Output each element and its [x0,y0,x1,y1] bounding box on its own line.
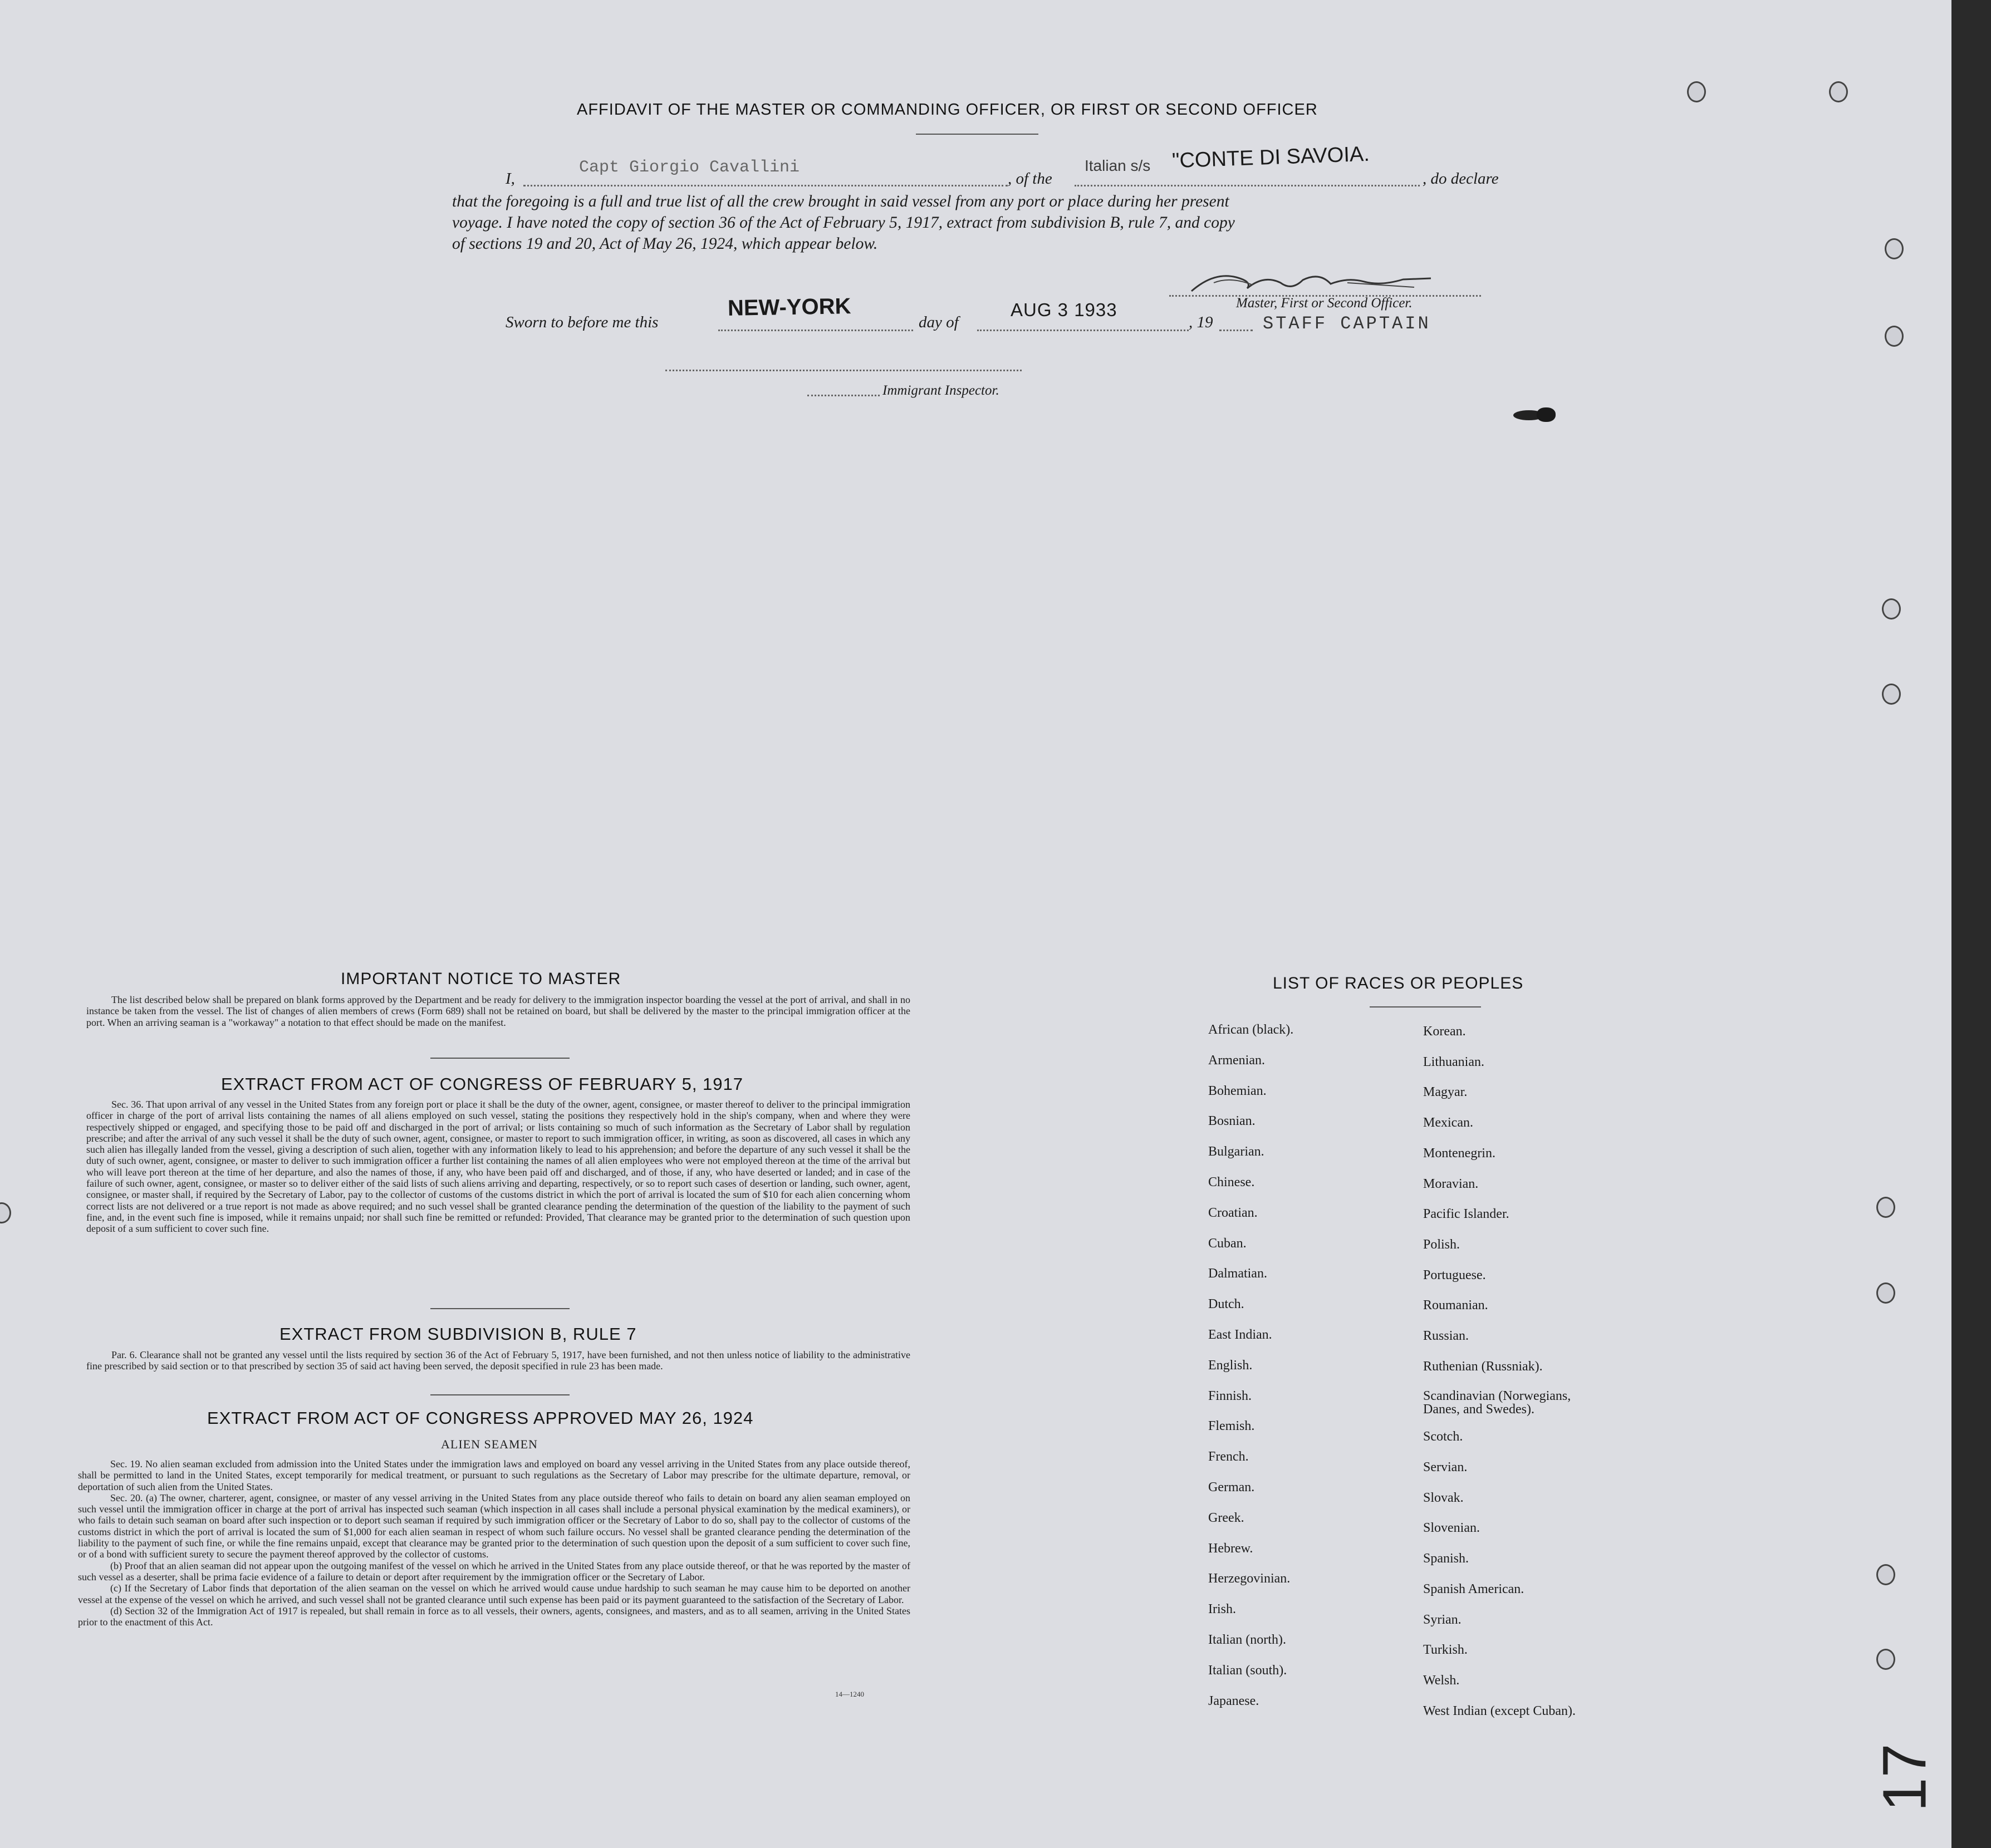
race-item: Spanish. [1423,1551,1469,1566]
sworn-date: AUG 3 1933 [1011,299,1117,320]
races-title-rule [1370,1006,1481,1007]
notice-paragraph: The list described below shall be prepared on blank forms approved by the Department and be ready for delivery to the immigration inspector boarding the vessel at the port of arrival, and shall in no instance be taken from the vessel. The list of changes of alien members of crews (Form 689) shall not be retained on board, but shall be delivered by the master to the principal immigration officer at the port. When an arriving seaman is a "workaway" a notation to that effect should be made on the manifest. [86,994,910,1028]
binder-hole [1882,598,1901,620]
affidavit-of-the: , of the [1008,170,1052,188]
race-item: Korean. [1423,1024,1466,1039]
race-item: Slovak. [1423,1491,1464,1505]
affidavit-do-declare: , do declare [1423,170,1499,188]
extract-1924-subtitle: ALIEN SEAMEN [441,1437,538,1451]
sec-20a: Sec. 20. (a) The owner, charterer, agent, consignee, or master of any vessel arriving in the United States from any place outside thereof who fails to detain on board any alien seaman employed on such vessel until the immigration officer in charge at the port of arrival has inspected such seaman (which inspection in all cases shall include a personal physical examination by the medical examiners), or who fails to detain such seaman on board after such inspection or to deport such seaman if required by such immigration officer or the Secretary of Labor to do so, shall pay to the collector of customs of the customs district in which the port of arrival is located the sum of $1,000 for each alien seaman in respect of whom such failure occurs. No vessel shall be granted clearance pending the determination of the liability to the payment of such fine, or while the fine remains unpaid, except that clearance may be granted prior to the determination of such question upon the deposit of a sum sufficient to cover such fine, or of a bond with sufficient surety to secure the payment thereof approved by the collector of customs. [78,1492,910,1560]
rule7-rule [430,1394,570,1395]
race-item: Ruthenian (Russniak). [1423,1359,1543,1374]
race-item: Servian. [1423,1460,1468,1475]
binder-hole [1885,326,1904,347]
race-item: African (black). [1208,1023,1294,1037]
extract-1924-text [78,1458,910,1628]
binder-hole [1876,1197,1895,1218]
page-edge [1951,0,1991,1848]
affidavit-i-label: I, [506,170,515,188]
race-item: German. [1208,1480,1255,1495]
race-item: Herzegovinian. [1208,1571,1291,1586]
sworn-label: Sworn to before me this [506,313,659,331]
race-item: Greek. [1208,1511,1244,1525]
binder-hole [1829,81,1848,102]
sec-20b: (b) Proof that an alien seaman did not appear upon the outgoing manifest of the vessel on which he arrived in the United States from any place outside thereof, or that he was reported by the master of such vessel as a deserter, shall be prima facie evidence of a failure to detain or deport after requirement by the immigration officer or the Secretary of Labor. [78,1560,910,1582]
race-item: Russian. [1423,1329,1469,1343]
race-item: East Indian. [1208,1328,1272,1342]
extract-1917-rule [430,1308,570,1309]
extract-1924-title: EXTRACT FROM ACT OF CONGRESS APPROVED MAY 26, 1924 [207,1408,754,1428]
race-item: Japanese. [1208,1694,1259,1708]
extract-1917-text [86,1099,910,1235]
race-item: Moravian. [1423,1177,1479,1191]
race-item: Dutch. [1208,1297,1244,1311]
affidavit-title-rule [916,134,1038,135]
race-item: Bohemian. [1208,1084,1267,1098]
race-item: Croatian. [1208,1206,1258,1220]
binder-hole [1882,684,1901,705]
race-item: Magyar. [1423,1085,1468,1099]
binder-hole [1876,1564,1895,1585]
race-item: Italian (south). [1208,1663,1287,1678]
race-item: Italian (north). [1208,1633,1286,1647]
sec-20d: (d) Section 32 of the Immigration Act of 1917 is repealed, but shall remain in force as to all vessels, their owners, agents, consignees, and masters, and as to all seamen, arriving in the United States prior to the enactment of this Act. [78,1605,910,1628]
sworn-year-line [1219,330,1253,331]
affidavit-title: AFFIDAVIT OF THE MASTER OR COMMANDING OFFICER, OR FIRST OR SECOND OFFICER [577,101,1318,119]
race-item: Bosnian. [1208,1114,1256,1128]
race-item: Scandinavian (Norwegians, Danes, and Swedes). [1423,1389,1571,1417]
race-item: West Indian (except Cuban). [1423,1704,1576,1718]
affidavit-line-2: that the foregoing is a full and true list of all the crew brought in said vessel from any port or place during her present [452,193,1229,210]
race-item: Syrian. [1423,1613,1462,1627]
affidavit-line-4: of sections 19 and 20, Act of May 26, 1924, which appear below. [452,235,878,253]
race-item: Mexican. [1423,1115,1473,1130]
binder-hole [1876,1649,1895,1670]
sec-20c: (c) If the Secretary of Labor finds that deportation of the alien seaman on the vessel on which he arrived would cause undue hardship to such seaman he may cause him to be deported on another vessel at the expense of the vessel on which he arrived, and such vessel shall not be granted clearance until such expense has been paid or its payment guaranteed to the satisfaction of the Secretary of Labor. [78,1582,910,1605]
race-item: Turkish. [1423,1643,1468,1657]
race-item: Pacific Islander. [1423,1207,1509,1221]
inspector-caption: Immigrant Inspector. [882,383,999,398]
race-item: English. [1208,1358,1253,1373]
signature-caption: Master, First or Second Officer. [1236,296,1413,311]
vessel-prefix: Italian s/s [1085,157,1151,174]
notice-title: IMPORTANT NOTICE TO MASTER [341,970,621,988]
inspector-signature-line [665,370,1022,371]
vessel-name: "CONTE DI SAVOIA. [1171,142,1370,173]
officer-title: STAFF CAPTAIN [1263,313,1431,334]
rule7-title: EXTRACT FROM SUBDIVISION B, RULE 7 [279,1324,637,1344]
affidavit-line-3: voyage. I have noted the copy of section 36 of the Act of February 5, 1917, extract from subdivision B, rule 7, and copy [452,214,1235,232]
sworn-place-line [718,330,913,331]
rule7-text [86,1349,910,1372]
binder-hole [1687,81,1706,102]
race-item: Flemish. [1208,1419,1255,1433]
race-item: Bulgarian. [1208,1144,1264,1159]
race-item: Montenegrin. [1423,1146,1495,1161]
races-title: LIST OF RACES OR PEOPLES [1273,974,1524,992]
binder-hole [1876,1282,1895,1304]
extract-1917-title: EXTRACT FROM ACT OF CONGRESS OF FEBRUARY 5, 1917 [221,1074,744,1094]
binder-hole [1885,238,1904,259]
race-item: Dalmatian. [1208,1266,1267,1281]
sworn-place: NEW-YORK [727,294,851,321]
margin-note: 17 [1870,1743,1939,1812]
race-item: Welsh. [1423,1673,1460,1688]
inspector-caption-lead [807,395,880,396]
extract-1917-paragraph: Sec. 36. That upon arrival of any vessel in the United States from any foreign port or place it shall be the duty of the owner, agent, consignee, or master thereof to deliver to the principal immigration officer in charge of the port of arrival lists containing the names of all aliens employed on such vessel, stating the positions they respectively hold in the ship's company, when and where they were respectively shipped or engaged, and specifying those to be paid off and discharged in the port of arrival; or lists containing so much of such information as the Secretary of Labor shall by regulation prescribe; and after the arrival of any such vessel it shall be the duty of such owner, agent, consignee, or master to report to such immigration officer, in writing, as soon as discovered, all cases in which any such alien has illegally landed from the vessel, giving a description of such alien, together with any information likely to lead to his apprehension; and before the departure of any such vessel it shall be the duty of such owner, agent, consignee, or master to deliver to such immigration officer a further list containing the names of all alien employees who were not employed thereon at the time of the arrival but who will leave port thereon at the time of her departure, and also the names of those, if any, who have been paid off and discharged, and of those, if any, who have deserted or landed; and in case of the failure of such owner, agent, consignee, or master so to deliver either of the said lists of such aliens arriving and departing, respectively, or so to report such cases of desertion or landing, such owner, agent, consignee, or master shall, if required by the Secretary of Labor, pay to the collector of customs of the customs district in which the port of arrival is located the sum of $10 for each alien concerning whom correct lists are not delivered or a true report is not made as above required; and no such vessel shall be granted clearance pending the determination of the question of the liability to the payment of such fine, and, in the event such fine is imposed, while it remains unpaid; nor shall such fine be remitted or refunded: Provided, That clearance may be granted prior to the determination of such question upon deposit of a sum sufficient to cover such fine. [86,1099,910,1235]
sec-19: Sec. 19. No alien seaman excluded from admission into the United States under the immigration laws and employed on board any vessel arriving in the United States from any place outside thereof, shall be permitted to land in the United States, except temporarily for medical treatment, or pursuant to such regulations as the Secretary of Labor may prescribe for the ultimate departure, removal, or deportation of such alien from the United States. [78,1458,910,1492]
master-name-line [523,185,1008,186]
race-item: Lithuanian. [1423,1055,1484,1069]
sworn-date-line [977,330,1189,331]
race-item: Scotch. [1423,1429,1463,1444]
race-item: French. [1208,1449,1249,1464]
sworn-year-prefix: , 19 [1189,313,1213,331]
notice-text [86,994,910,1028]
vessel-line [1075,185,1420,186]
binder-hole [0,1202,11,1223]
race-item: Hebrew. [1208,1541,1253,1556]
race-item: Polish. [1423,1237,1460,1252]
race-item: Roumanian. [1423,1298,1488,1313]
race-item: Finnish. [1208,1389,1252,1403]
master-name: Capt Giorgio Cavallini [579,158,800,177]
race-item: Chinese. [1208,1175,1255,1190]
ink-blot [1537,407,1556,422]
race-item: Spanish American. [1423,1582,1524,1596]
race-item: Slovenian. [1423,1521,1480,1535]
notice-rule [430,1058,570,1059]
form-number: 14—1240 [835,1690,864,1698]
race-item: Irish. [1208,1602,1236,1616]
sworn-day-of: day of [919,313,959,331]
race-item: Cuban. [1208,1236,1247,1251]
officer-signature [1180,266,1436,299]
rule7-paragraph: Par. 6. Clearance shall not be granted any vessel until the lists required by section 36 of the Act of February 5, 1917, have been furnished, and not then unless notice of liability to the administrative fine prescribed by said section or to that prescribed by section 35 of said act having been served, the deposit specified in rule 23 has been made. [86,1349,910,1372]
race-item: Armenian. [1208,1053,1265,1068]
race-item: Portuguese. [1423,1268,1486,1282]
